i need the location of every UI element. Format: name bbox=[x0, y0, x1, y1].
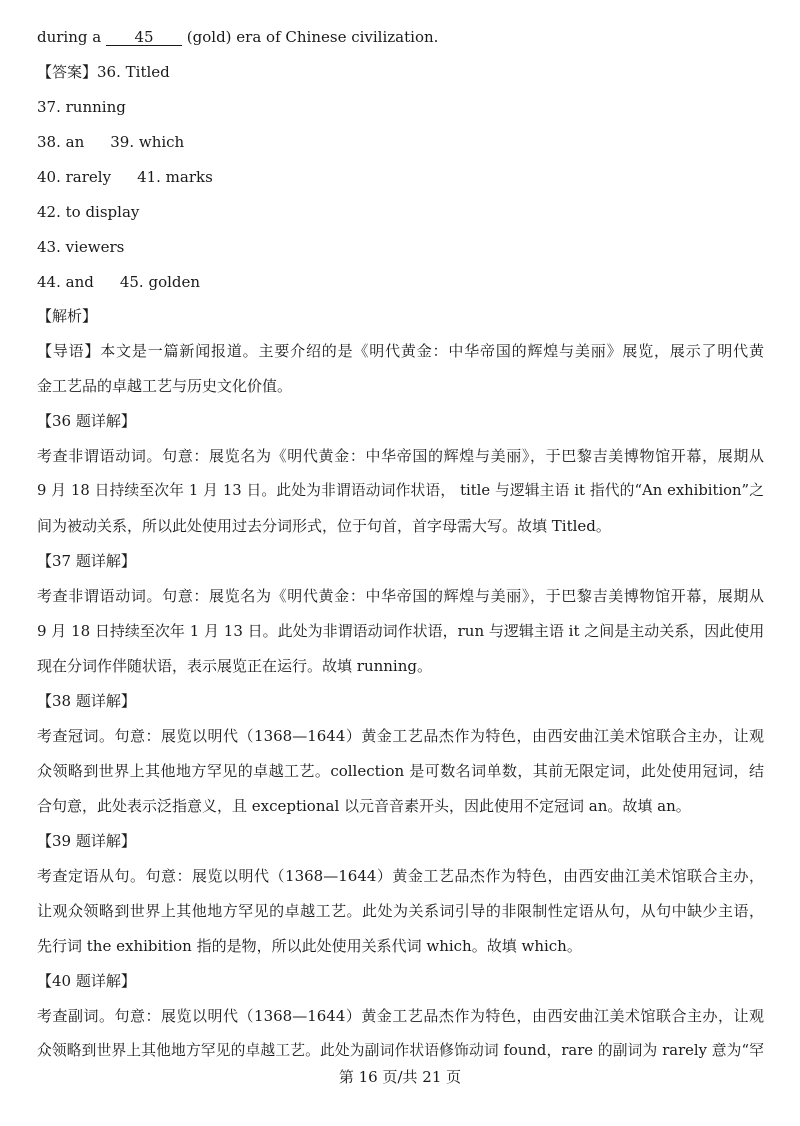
answer-row-36 bbox=[37, 62, 764, 82]
answer-42: 42. to display bbox=[37, 203, 140, 221]
q40-line-2: 众领略到世界上其他地方罕见的卓越工艺。此处为副词作状语修饰动词 found，rare 的副词为 rarely 意为“罕 bbox=[37, 1042, 764, 1059]
q36-line-2: 9 月 18 日持续至次年 1 月 13 日。此处为非谓语动词作状语， title 与逻辑主语 it 指代的“An exhibition”之 bbox=[37, 482, 764, 499]
q36-heading: 【36 题详解】 bbox=[37, 412, 136, 430]
question-line-45 bbox=[37, 27, 764, 47]
q39-heading: 【39 题详解】 bbox=[37, 832, 136, 850]
answer-row-44-45 bbox=[37, 272, 764, 292]
intro-line-2: 金工艺品的卓越工艺与历史文化价值。 bbox=[37, 377, 293, 395]
intro-line-1: 【导语】本文是一篇新闻报道。主要介绍的是《明代黄金：中华帝国的辉煌与美丽》展览，展示了明代黄 bbox=[37, 342, 764, 360]
answer-blank-45: 45 bbox=[106, 29, 182, 46]
answer-row-37 bbox=[37, 97, 764, 117]
q38-line-3: 合句意，此处表示泛指意义，且 exceptional 以元音音素开头，因此使用不定冠词 an。故填 an。 bbox=[37, 797, 691, 815]
answer-38: 38. an bbox=[37, 133, 85, 151]
answer-36: 36. Titled bbox=[97, 63, 170, 81]
q40-line-1: 考查副词。句意：展览以明代（1368—1644）黄金工艺品杰作为特色，由西安曲江美术馆联合主办，让观 bbox=[37, 1007, 764, 1025]
q37-line-2: 9 月 18 日持续至次年 1 月 13 日。此处为非谓语动词作状语，run 与逻辑主语 it 之间是主动关系，因此使用 bbox=[37, 622, 765, 640]
answer-row-38-39 bbox=[37, 132, 764, 152]
q38-line-2: 众领略到世界上其他地方罕见的卓越工艺。collection 是可数名词单数，其前无限定词，此处使用冠词，结 bbox=[37, 762, 764, 780]
page-number-footer: 第 16 页/共 21 页 bbox=[338, 1068, 462, 1086]
answer-37: 37. running bbox=[37, 98, 126, 116]
answer-row-40-41 bbox=[37, 167, 764, 187]
answer-43: 43. viewers bbox=[37, 238, 125, 256]
q36-line-1: 考查非谓语动词。句意：展览名为《明代黄金：中华帝国的辉煌与美丽》，于巴黎吉美博物馆开幕，展期从 bbox=[37, 447, 764, 465]
answer-row-43 bbox=[37, 237, 764, 257]
q39-line-2: 让观众领略到世界上其他地方罕见的卓越工艺。此处为关系词引导的非限制性定语从句，从句中缺少主语， bbox=[37, 902, 764, 920]
answer-row-42 bbox=[37, 202, 764, 222]
question-suffix: (gold) era of Chinese civilization. bbox=[186, 28, 439, 46]
analysis-label: 【解析】 bbox=[37, 307, 98, 325]
q39-line-3: 先行词 the exhibition 指的是物，所以此处使用关系代词 which。故填 which。 bbox=[37, 937, 582, 955]
answer-label: 【答案】 bbox=[37, 63, 98, 81]
q36-line-3: 间为被动关系，所以此处使用过去分词形式，位于句首，首字母需大写。故填 Titled。 bbox=[37, 517, 611, 535]
q37-line-1: 考查非谓语动词。句意：展览名为《明代黄金：中华帝国的辉煌与美丽》，于巴黎吉美博物馆开幕，展期从 bbox=[37, 587, 764, 605]
q37-line-3: 现在分词作伴随状语，表示展览正在运行。故填 running。 bbox=[37, 657, 432, 675]
answer-45: 45. golden bbox=[119, 273, 201, 291]
answer-39: 39. which bbox=[110, 133, 185, 151]
q39-line-1: 考查定语从句。句意：展览以明代（1368—1644）黄金工艺品杰作为特色，由西安曲江美术馆联合主办， bbox=[37, 867, 764, 885]
q40-heading: 【40 题详解】 bbox=[37, 972, 136, 990]
q38-heading: 【38 题详解】 bbox=[37, 692, 136, 710]
q38-line-1: 考查冠词。句意：展览以明代（1368—1644）黄金工艺品杰作为特色，由西安曲江美术馆联合主办，让观 bbox=[37, 727, 764, 745]
answer-41: 41. marks bbox=[137, 168, 213, 186]
answer-44: 44. and bbox=[37, 273, 94, 291]
answer-40: 40. rarely bbox=[37, 168, 112, 186]
question-prefix: during a bbox=[37, 28, 102, 46]
q37-heading: 【37 题详解】 bbox=[37, 552, 136, 570]
